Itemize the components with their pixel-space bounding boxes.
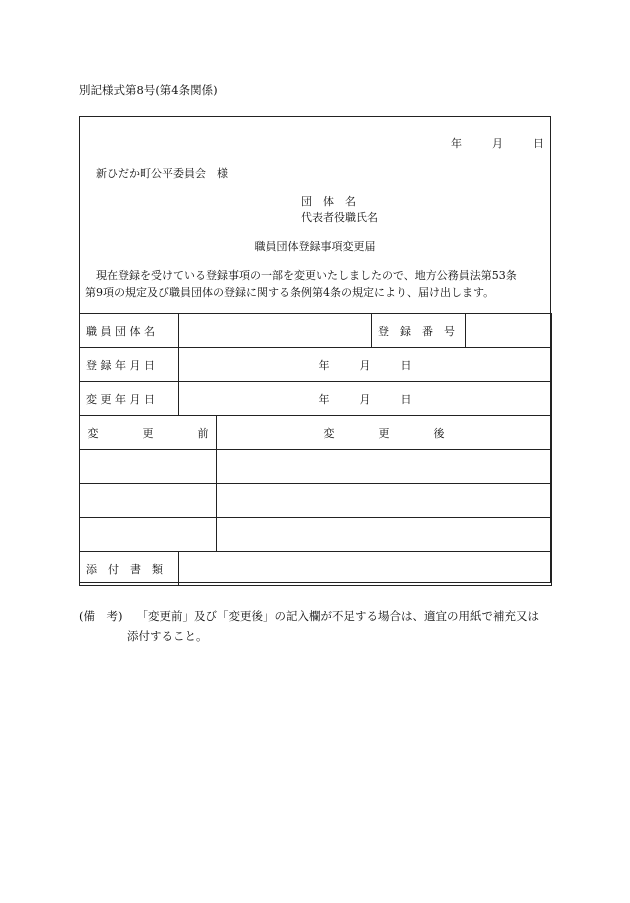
table-row [80,382,552,416]
after-change-header: 変 更 後 [217,416,552,450]
submission-date [451,135,544,151]
change-date-year: 年 [318,392,330,406]
remarks-text-1: 「変更前」及び「変更後」の記入欄が不足する場合は、適宜の用紙で補充又は [136,609,539,623]
body-line-2: 第9項の規定及び職員団体の登録に関する条例第4条の規定により、届け出します。 [85,286,495,299]
table-row [80,348,552,382]
reg-date-field[interactable] [179,348,552,382]
before-change-field[interactable] [80,518,217,552]
change-date-field[interactable] [179,382,552,416]
date-month-label: 月 [492,137,503,150]
remarks [79,606,539,646]
notification-body [85,267,547,301]
after-change-field[interactable] [217,484,552,518]
before-change-header: 変 更 前 [80,416,217,450]
table-row [80,484,552,518]
form-header [80,117,550,314]
attachments-field[interactable] [179,552,552,586]
change-date-month: 月 [359,392,371,406]
reg-date-year: 年 [318,358,330,372]
table-row [80,416,552,450]
reg-date-day: 日 [400,358,412,372]
body-line-1: 現在登録を受けている登録事項の一部を変更いたしましたので、地方公務員法第53条 [96,269,517,282]
table-row [80,552,552,586]
document-title: 職員団体登録事項変更届 [254,240,376,253]
form-number-caption: 別記様式第8号(第4条関係) [79,83,218,97]
organization-name-label: 団 体 名 [301,195,356,208]
registration-table [79,313,552,586]
reg-number-label: 登 録 番 号 [372,314,466,348]
table-row [80,518,552,552]
representative-label: 代表者役職氏名 [301,211,378,224]
date-day-label: 日 [533,137,544,150]
reg-date-month: 月 [359,358,371,372]
reg-number-field[interactable] [466,314,552,348]
change-date-label: 変 更 年 月 日 [80,382,179,416]
table-row [80,450,552,484]
after-change-field[interactable] [217,518,552,552]
change-notification-form [79,116,551,583]
org-name-field[interactable] [179,314,372,348]
remarks-line-2: 添付すること。 [127,629,208,643]
remarks-prefix: (備 考) [79,609,123,623]
org-name-label: 職 員 団 体 名 [80,314,179,348]
remarks-line-1 [79,606,539,626]
addressee: 新ひだか町公平委員会 様 [96,167,228,180]
before-change-field[interactable] [80,450,217,484]
date-year-label: 年 [451,137,462,150]
applicant-block [301,194,378,226]
before-change-field[interactable] [80,484,217,518]
table-row [80,314,552,348]
reg-date-label: 登 録 年 月 日 [80,348,179,382]
after-change-field[interactable] [217,450,552,484]
attachments-label: 添 付 書 類 [80,552,179,586]
change-date-day: 日 [400,392,412,406]
